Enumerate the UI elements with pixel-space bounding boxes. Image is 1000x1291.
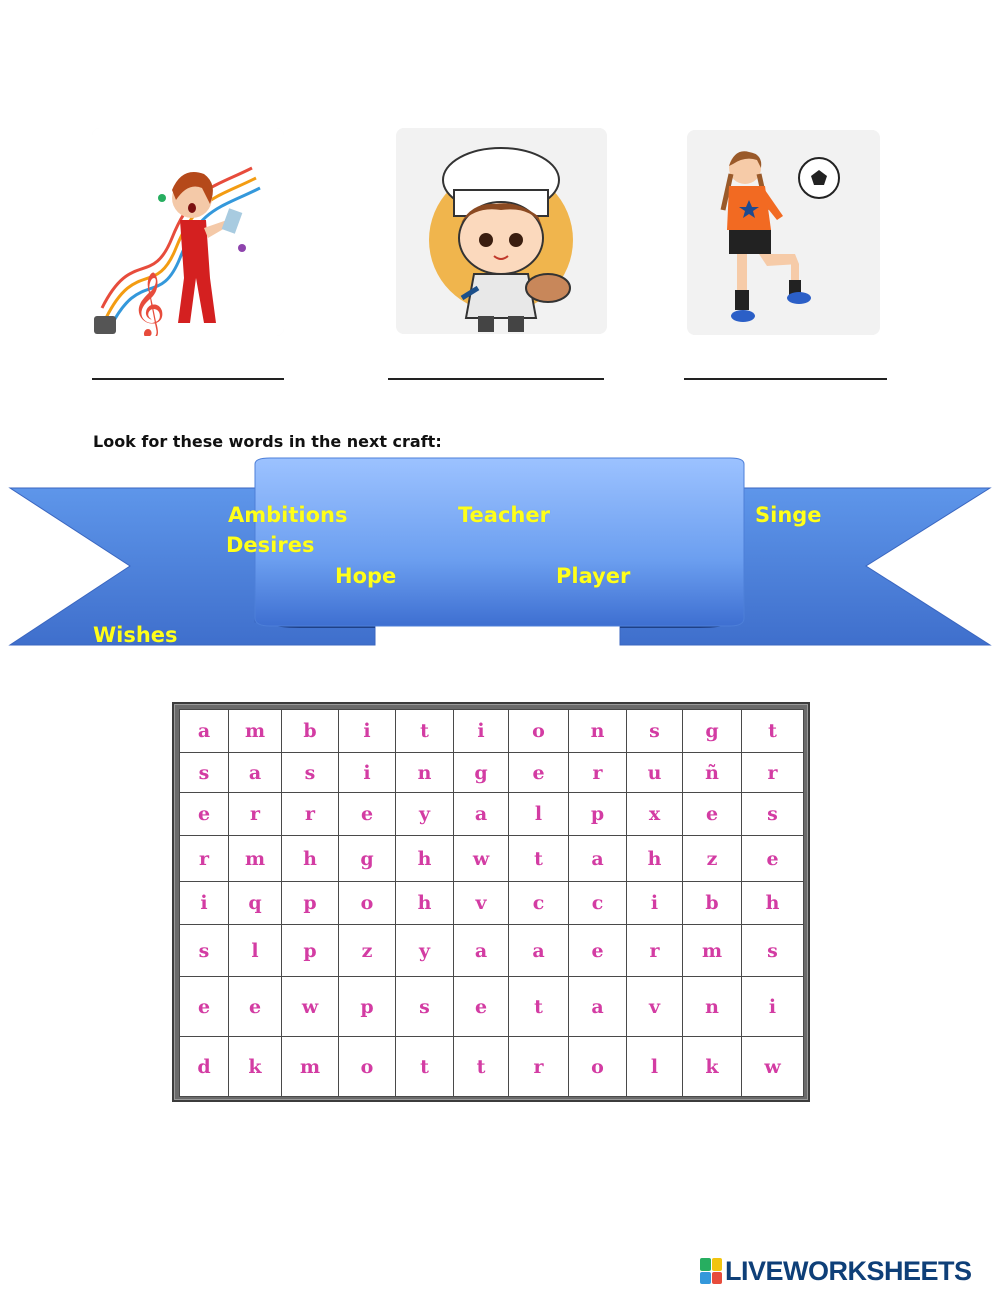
word-hope: Hope [335,564,397,588]
grid-cell[interactable]: s [627,710,683,753]
grid-cell[interactable]: t [396,710,454,753]
word-desires: Desires [226,533,315,557]
grid-cell[interactable]: h [742,882,804,925]
grid-cell[interactable]: r [229,793,282,836]
grid-row [180,836,804,882]
word-player: Player [556,564,631,588]
grid-cell[interactable]: p [339,977,396,1037]
grid-cell[interactable]: v [627,977,683,1037]
grid-cell[interactable]: i [339,710,396,753]
grid-cell[interactable]: y [396,925,454,977]
grid-cell[interactable]: l [509,793,569,836]
singer-illustration [92,128,284,336]
grid-cell[interactable]: k [683,1037,742,1097]
grid-cell[interactable]: a [569,836,627,882]
grid-cell[interactable]: e [742,836,804,882]
answer-line-3[interactable] [684,378,887,380]
grid-cell[interactable]: g [454,753,509,793]
grid-cell[interactable]: o [339,882,396,925]
word-search-grid [179,709,804,1097]
grid-cell[interactable]: o [569,1037,627,1097]
grid-cell[interactable]: a [454,793,509,836]
grid-cell[interactable]: c [569,882,627,925]
grid-cell[interactable]: t [509,977,569,1037]
grid-cell[interactable]: q [229,882,282,925]
grid-cell[interactable]: a [229,753,282,793]
grid-cell[interactable]: u [627,753,683,793]
grid-cell[interactable]: d [180,1037,229,1097]
grid-cell[interactable]: e [339,793,396,836]
grid-cell[interactable]: w [282,977,339,1037]
grid-cell[interactable]: b [683,882,742,925]
grid-cell[interactable]: s [396,977,454,1037]
grid-cell[interactable]: t [396,1037,454,1097]
grid-cell[interactable]: s [180,753,229,793]
grid-cell[interactable]: e [509,753,569,793]
liveworksheets-logo-icon [700,1258,722,1284]
grid-cell[interactable]: z [683,836,742,882]
grid-cell[interactable]: y [396,793,454,836]
grid-cell[interactable]: l [627,1037,683,1097]
word-wishes: Wishes [93,623,178,647]
grid-cell[interactable]: i [742,977,804,1037]
grid-cell[interactable]: a [569,977,627,1037]
grid-cell[interactable]: t [742,710,804,753]
instruction-text: Look for these words in the next craft: [93,432,442,451]
grid-cell[interactable]: h [396,882,454,925]
grid-row [180,753,804,793]
grid-cell[interactable]: e [569,925,627,977]
grid-cell[interactable]: a [180,710,229,753]
grid-cell[interactable]: v [454,882,509,925]
grid-cell[interactable]: e [180,977,229,1037]
answer-line-1[interactable] [92,378,284,380]
grid-cell[interactable]: n [683,977,742,1037]
grid-cell[interactable]: s [282,753,339,793]
grid-cell[interactable]: e [180,793,229,836]
grid-cell[interactable]: b [282,710,339,753]
answer-line-2[interactable] [388,378,604,380]
grid-row [180,710,804,753]
grid-cell[interactable]: c [509,882,569,925]
grid-cell[interactable]: o [339,1037,396,1097]
grid-cell[interactable]: n [396,753,454,793]
grid-cell[interactable]: m [282,1037,339,1097]
grid-cell[interactable]: s [180,925,229,977]
grid-cell[interactable]: m [229,710,282,753]
grid-cell[interactable]: r [742,753,804,793]
grid-cell[interactable]: o [509,710,569,753]
grid-cell[interactable]: w [454,836,509,882]
grid-cell[interactable]: k [229,1037,282,1097]
grid-cell[interactable]: a [509,925,569,977]
grid-cell[interactable]: h [282,836,339,882]
grid-cell[interactable]: m [683,925,742,977]
grid-cell[interactable]: i [454,710,509,753]
grid-cell[interactable]: i [339,753,396,793]
grid-cell[interactable]: g [339,836,396,882]
word-search-frame [172,702,810,1102]
image-corner-icon [94,316,116,334]
grid-cell[interactable]: p [282,925,339,977]
grid-cell[interactable]: r [569,753,627,793]
grid-cell[interactable]: h [396,836,454,882]
grid-cell[interactable]: n [569,710,627,753]
grid-cell[interactable]: e [229,977,282,1037]
grid-cell[interactable]: l [229,925,282,977]
grid-cell[interactable]: e [683,793,742,836]
grid-cell[interactable]: t [454,1037,509,1097]
grid-cell[interactable]: i [180,882,229,925]
svg-text:𝄞: 𝄞 [132,272,166,336]
grid-row [180,1037,804,1097]
grid-row [180,925,804,977]
grid-cell[interactable]: i [627,882,683,925]
grid-cell[interactable]: g [683,710,742,753]
grid-row [180,793,804,836]
grid-cell[interactable]: p [569,793,627,836]
grid-cell[interactable]: t [509,836,569,882]
grid-cell[interactable]: w [742,1037,804,1097]
grid-cell[interactable]: z [339,925,396,977]
grid-cell[interactable]: s [742,793,804,836]
grid-cell[interactable]: r [509,1037,569,1097]
word-teacher: Teacher [458,503,550,527]
grid-row [180,882,804,925]
grid-cell[interactable]: x [627,793,683,836]
grid-cell[interactable]: r [627,925,683,977]
grid-cell[interactable]: s [742,925,804,977]
football-player-illustration [687,130,880,335]
grid-cell[interactable]: m [229,836,282,882]
liveworksheets-logo [700,1254,972,1288]
grid-cell[interactable]: ñ [683,753,742,793]
grid-cell[interactable]: h [627,836,683,882]
grid-cell[interactable]: a [454,925,509,977]
grid-cell[interactable]: p [282,882,339,925]
logo-text: LIVEWORKSHEETS [725,1255,972,1286]
word-singe: Singe [755,503,822,527]
grid-cell[interactable]: r [180,836,229,882]
grid-row [180,977,804,1037]
word-ambitions: Ambitions [228,503,348,527]
chef-illustration [396,128,607,334]
grid-cell[interactable]: r [282,793,339,836]
grid-cell[interactable]: e [454,977,509,1037]
